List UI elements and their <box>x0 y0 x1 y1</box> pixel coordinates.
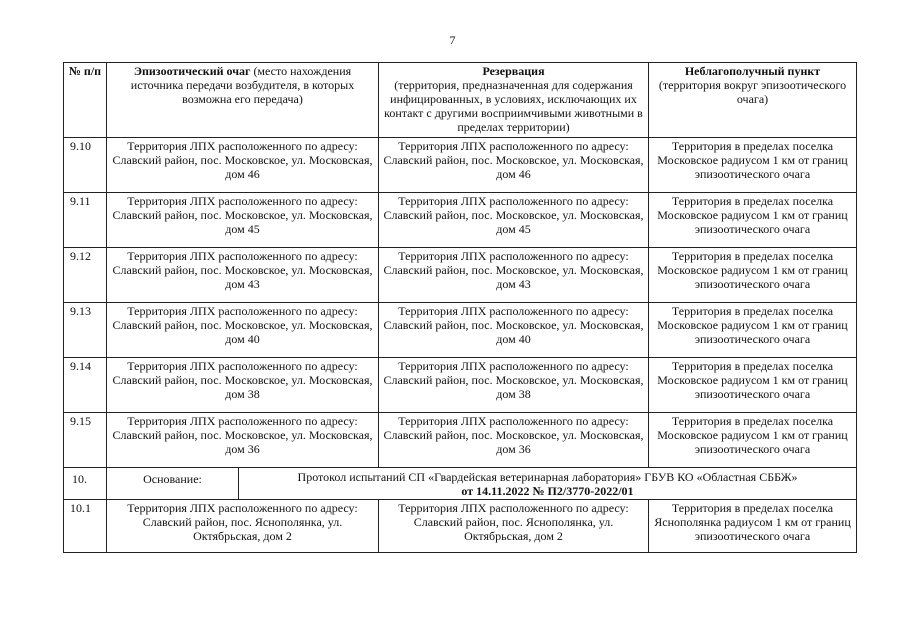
basis-num: 10. <box>64 468 107 500</box>
header-focus: Эпизоотический очаг (место нахождения источника передачи возбудителя, в которых возможна его передача) <box>107 63 379 138</box>
header-unfavorable: Неблагополучный пункт (территория вокруг эпизоотического очага) <box>649 63 857 138</box>
row-num: 10.1 <box>64 500 107 553</box>
row-unfavorable: Территория в пределах поселка Московское радиусом 1 км от границ эпизоотического очага <box>649 193 857 248</box>
row-focus: Территория ЛПХ расположенного по адресу: Славский район, пос. Московское, ул. Московская, дом 36 <box>107 413 379 468</box>
header-reservation: Резервация (территория, предназначенная для содержания инфицированных, в условиях, исключающих их контакт с другими восприимчивыми животными в пределах территории) <box>379 63 649 138</box>
row-reservation: Территория ЛПХ расположенного по адресу: Славский район, пос. Московское, ул. Московская, дом 45 <box>379 193 649 248</box>
row-num: 9.11 <box>64 193 107 248</box>
row-reservation: Территория ЛПХ расположенного по адресу: Славский район, пос. Московское, ул. Московская, дом 46 <box>379 138 649 193</box>
row-num: 9.12 <box>64 248 107 303</box>
row-reservation: Территория ЛПХ расположенного по адресу: Славский район, пос. Московское, ул. Московская, дом 38 <box>379 358 649 413</box>
row-num: 9.13 <box>64 303 107 358</box>
row-unfavorable: Территория в пределах поселка Московское радиусом 1 км от границ эпизоотического очага <box>649 358 857 413</box>
row-unfavorable: Территория в пределах поселка Московское радиусом 1 км от границ эпизоотического очага <box>649 138 857 193</box>
table-row <box>64 413 857 468</box>
row-focus: Территория ЛПХ расположенного по адресу: Славский район, пос. Яснополянка, ул. Октябрьская, дом 2 <box>107 500 379 553</box>
table-header-row <box>64 63 857 138</box>
row-reservation: Территория ЛПХ расположенного по адресу: Славский район, пос. Московское, ул. Московская, дом 43 <box>379 248 649 303</box>
row-focus: Территория ЛПХ расположенного по адресу: Славский район, пос. Московское, ул. Московская, дом 38 <box>107 358 379 413</box>
table-row <box>64 193 857 248</box>
row-focus: Территория ЛПХ расположенного по адресу: Славский район, пос. Московское, ул. Московская, дом 45 <box>107 193 379 248</box>
row-reservation: Территория ЛПХ расположенного по адресу: Славский район, пос. Яснополянка, ул. Октябрьская, дом 2 <box>379 500 649 553</box>
basis-protocol: Протокол испытаний СП «Гвардейская ветеринарная лаборатория» ГБУВ КО «Областная СББЖ» <box>297 470 798 484</box>
row-num: 9.15 <box>64 413 107 468</box>
table-row <box>64 358 857 413</box>
row-focus: Территория ЛПХ расположенного по адресу: Славский район, пос. Московское, ул. Московская, дом 43 <box>107 248 379 303</box>
table-row <box>64 500 857 553</box>
row-reservation: Территория ЛПХ расположенного по адресу: Славский район, пос. Московское, ул. Московская, дом 40 <box>379 303 649 358</box>
basis-label: Основание: <box>107 468 239 500</box>
header-num: № п/п <box>64 63 107 138</box>
row-num: 9.14 <box>64 358 107 413</box>
epizootic-table <box>63 62 857 553</box>
row-unfavorable: Территория в пределах поселка Яснополянка радиусом 1 км от границ эпизоотического очага <box>649 500 857 553</box>
basis-date: от 14.11.2022 № П2/3770-2022/01 <box>461 484 634 498</box>
row-num: 9.10 <box>64 138 107 193</box>
row-focus: Территория ЛПХ расположенного по адресу: Славский район, пос. Московское, ул. Московская, дом 46 <box>107 138 379 193</box>
basis-text <box>239 468 857 500</box>
row-reservation: Территория ЛПХ расположенного по адресу: Славский район, пос. Московское, ул. Московская, дом 36 <box>379 413 649 468</box>
table-row <box>64 138 857 193</box>
row-unfavorable: Территория в пределах поселка Московское радиусом 1 км от границ эпизоотического очага <box>649 303 857 358</box>
basis-row <box>64 468 857 500</box>
table-row <box>64 303 857 358</box>
row-unfavorable: Территория в пределах поселка Московское радиусом 1 км от границ эпизоотического очага <box>649 413 857 468</box>
table-row <box>64 248 857 303</box>
row-unfavorable: Территория в пределах поселка Московское радиусом 1 км от границ эпизоотического очага <box>649 248 857 303</box>
page-number: 7 <box>449 33 456 47</box>
row-focus: Территория ЛПХ расположенного по адресу: Славский район, пос. Московское, ул. Московская, дом 40 <box>107 303 379 358</box>
